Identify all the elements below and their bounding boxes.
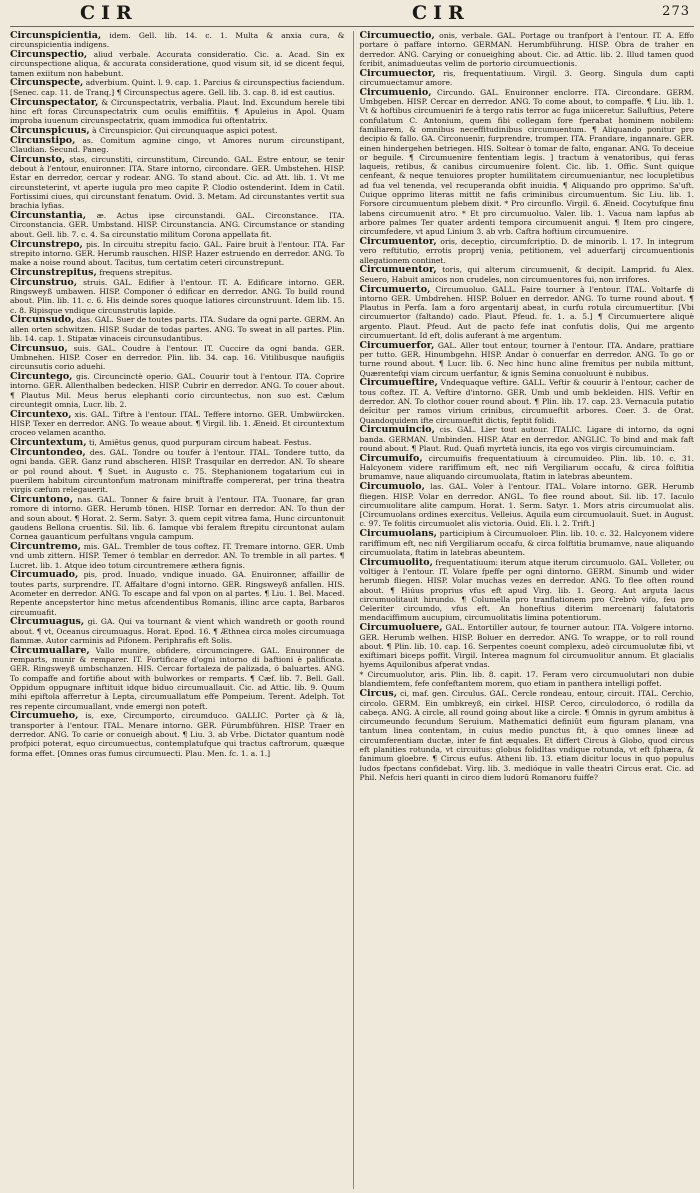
entry-headword: Circuntego, xyxy=(10,371,73,383)
entry-headword: Circunstrepo, xyxy=(10,238,83,250)
entry-definition: suis. GAL. Coudre à l'entour. IT. Cuccire da ogni banda. GER. Umbnehen. HISP. Coser en derredor. Plin. lib. 34. cap. 16. Vitilibusque naufigiis circunsutis corio aduehi. xyxy=(10,343,345,372)
entry-headword: Circumuincio, xyxy=(359,424,435,436)
dictionary-entry xyxy=(360,623,695,669)
entry-headword: Circumuallare, xyxy=(10,644,90,656)
entry-headword: Circunspectio, xyxy=(10,49,88,61)
entry-definition: à Circunspicior. Qui circunquaque aspici potest. xyxy=(92,125,278,135)
entry-headword: Circuntondeo, xyxy=(10,447,86,459)
dictionary-entry xyxy=(10,315,345,343)
entry-headword: Circunstantia, xyxy=(10,210,87,222)
entry-headword: Circumuifo, xyxy=(359,452,423,464)
entry-definition: mis. GAL. Trembler de tous coftez. IT. Tremare intorno. GER. Umb vnd umb zittern. HISP. Temer ó temblar en derredor. AN. To tremble in all partes. ¶ Lucret. lib. 1. Atque ideo totum circuntremere æthera fignis. xyxy=(10,542,345,570)
right-column xyxy=(353,31,695,1189)
dictionary-entry xyxy=(10,78,345,97)
dictionary-entry xyxy=(10,410,345,438)
dictionary-entry xyxy=(10,31,345,50)
dictionary-entry xyxy=(360,378,695,424)
entry-headword: Circunspecte, xyxy=(10,77,84,89)
entry-headword: Circunsuo, xyxy=(10,342,68,354)
entry-headword: Circunstipo, xyxy=(10,134,76,146)
entry-headword: Circus, xyxy=(359,688,398,700)
dictionary-entry xyxy=(10,448,345,494)
entry-definition: pis. In circuitu strepitu facio. GAL. Faire bruit à l'entour. ITA. Far strepito intorno. GER. Herumb rauschen. HISP. Hazer estruendo en derredor. ANG. To make a noise round about. Tacitus, tum certatim ceteri circunstrepunt. xyxy=(10,239,345,268)
entry-headword: Circumuado, xyxy=(10,569,79,581)
dictionary-entry xyxy=(360,88,695,237)
entry-headword: Circuntremo, xyxy=(10,541,81,553)
entry-definition: gis. Circuncinctè operio. GAL. Couurir tout à l'entour. ITA. Coprire intorno. GER. Allenthalben bedecken. HISP. Cubrir en derredor. ANG. To couer about. ¶ Plautus Mil. Meus herus elephanti corio circuntectus, non suo est. Cælum circuntegit omnia, Lucr. lib. 2. xyxy=(10,372,345,410)
entry-headword: Circumuector, xyxy=(359,67,436,79)
running-header xyxy=(10,0,694,27)
dictionary-entry xyxy=(360,285,695,341)
entry-headword: Circumuenio, xyxy=(359,86,432,98)
entry-definition: aliud verbale. Accurata consideratio. Cic. a. Acad. Sin ex circunspectione aliqua, & accurata consideratione, quod visum sit, id se dicent fequi, tamen exiitum non habebunt. xyxy=(10,50,345,78)
entry-headword: Circumuoluere, xyxy=(359,622,443,634)
dictionary-entry xyxy=(360,482,695,528)
entry-definition: GAL. Aller tout entour, tourner à l'entour. ITA. Andare, prattiare per tutto. GER. Hinumbgehn. HISP. Andar ò conuerfar en derredor. ANG. To go or turne round about. ¶ Lucr. lib. 6. Nec hinc hunc aline fremitus per nubila mittunt, Quærentefqi viam circum uerfantur, & ignis Semina conuoluunt è nubibus. xyxy=(359,340,694,378)
entry-headword: Circuntono, xyxy=(10,494,74,506)
entry-definition: * Circumuolutor, aris. Plin. lib. 8. capit. 17. Feram vero circumuolutari non dubie blandiemtem, fefe confeftantem morem, quo etiam in panthera intelligi poffet. xyxy=(359,670,694,689)
entry-definition: pis, prod. Inuado, vndique inuado. GA. Enuironner, affaillir de toutes parts, surprendre. IT. Affaltare d'ogni intorno. GER. Ringsweyß anfallen. HIS. Acometer en derredor. ANG. To escape and fal vpon on al partes. ¶ Liu. 1. Bel. Maced. Repente ancepstertor hinc metus afcendentibus Romanis, illinc arce capta, Barbaros circumuafit. xyxy=(10,570,345,617)
entry-definition: circumuifis frequentatiuum à circumuideo. Plin. lib. 10. c. 31. Halcyonem videre rariffimum eft, nec nifi Vergiliarum occafu, & circa folftitia brumamve, naue aliquando circumuolata, ftatim in latebras abeuntem. xyxy=(359,453,694,482)
entry-definition: xis. GAL. Tiftre à l'entour. ITAL. Teffere intorno. GER. Umbwürcken. HISP. Texer en derredor. ANG. To weaue about. ¶ Virgil. lib. 1. Æneid. Et circuntextum croceo velamen acantho. xyxy=(10,409,345,438)
dictionary-entry xyxy=(10,240,345,268)
dictionary-entry xyxy=(10,136,345,155)
dictionary-entry xyxy=(360,69,695,88)
entry-definition: onis, verbale. GAL. Portage ou tranfport à l'entour. IT. A. Effo portare ò paffare intorno. GERMAN. Herumbführung. HISP. Obra de traher en derredor. ANG. Carying or conueighing about. Cic. ad Attic. lib. 2. Illud tamen quod fcribit, animadueutas velim de portorio circumuectionis. xyxy=(359,31,694,68)
entry-definition: Vndequaque veftire. GALL. Veftir & couurir à l'entour, cacher de tous coftez. IT. A. Veftire d'intorno. GER. Umb und umb bekleiden. HIS. Veftir en derredor. AN. To clothor couer round about. ¶ Plin. lib. 17. cap. 23. Vernacula putatio deîcitur per ramos virium crinibus, circumueftit arbores. Coer. 3. de Orat. Quandoquidem ifte circumueftit dictis, feptit folidi. xyxy=(359,378,694,425)
entry-headword: Circumuagus, xyxy=(10,616,85,628)
left-column xyxy=(10,31,345,1189)
entry-definition: idem. Gell. lib. 14. c. 1. Multa & anxia cura, & circunspicientia indigens. xyxy=(10,31,345,50)
dictionary-entry xyxy=(10,617,345,645)
entry-headword: Circumuerfor, xyxy=(359,339,435,351)
entry-definition: struis. GAL. Edifier à l'entour. IT. A. Edificare intorno. GER. Ringsweyß umbawen. HISP. Componer ó edificar en derredor. ANG. To build round about. Plin. lib. 11. c. 6. His deinde sores quoque latiores circunstruunt. Idem lib. 15. c. 8. Ripisque vndique circunstrutis lapide. xyxy=(10,277,345,315)
header-left-guideword: CIR xyxy=(80,2,138,24)
entry-headword: Circumuolans, xyxy=(359,528,437,540)
entry-definition: des. GAL. Tondre ou toufer à l'entour. ITAL. Tondere tutto, da ogni banda. GER. Ganz rund abscheren. HISP. Trasquilar en derredor. AN. To sheare or pol round about. ¶ Suet. in Augusto c. 75. Stephanionem togatarium cui in puerilem habitum circuntonfum matronam miniftraffe compererat, per trina theatra virgis cæfum relegauerit. xyxy=(10,448,345,495)
columns xyxy=(10,31,694,1189)
dictionary-entry xyxy=(10,278,345,315)
entry-headword: Circunsudo, xyxy=(10,314,75,326)
entry-definition: frequentatiuum: iterum atque iterum circumuolo. GAL. Volleter, ou voltiger à l'entour. IT. Volare fpeffe per ogni dintorno. GERM. Sinumb und wider herumb fliegen. HISP. Volar muchas vezes en derredor. ANG. To flee often round about. ¶ Hiúus proprius vfus eft apud Virg. lib. 1. Georg. Aut arguta lacus circumuolitauit hirundo. ¶ Columella pro tranflationem pro Crebrò vifo, feu pro Celeriter circumdo, vfus eft. An honeftius diterim mercenarij falutatoris mendaciffimum aucupium, circumuolitatis limina potentiorum. xyxy=(359,557,694,623)
entry-definition: las. GAL. Voler à l'entour. ITAL. Volare intorno. GER. Herumb fliegen. HISP. Volar en derredor. ANGL. To flee round about. Sil. lib. 17. Iaculo circumuolitare alite campum. Horat. 1. Serm. Satyr. 1. Mors atris circumuolat alis. [Circumuolans ordines exercitus. Velleius. Aquila eum circumuolauit. Suet. in August. c. 97. Te folitis circumuolet alis victoria. Ouid. Eli. l. 2. Trift.] xyxy=(359,482,694,529)
entry-definition: stas, circunstiti, circunstitum, Circundo. GAL. Estre entour, se tenir debout à l'entour, enuironner. ITA. Stare intorno, circondare. GER. Umbstehen. HISP. Estar en derredor, cercar y rodear. ANG. To stand about. Cic. ad Att. lib. 1. Vt me circunsteterint, vt aperte iugula pro meo capite P. Clodio ostenderint. Idem in Catil. Fortissimi ciues, qui circunstant fenatum. Ovid. 3. Metam. Ad circunstantes vertit sua brachia lyfias. xyxy=(10,154,345,211)
dictionary-entry xyxy=(10,50,345,78)
dictionary-entry xyxy=(360,558,695,623)
dictionary-entry xyxy=(360,265,695,284)
entry-headword: Circuntextum, xyxy=(10,437,87,449)
dictionary-entry xyxy=(360,670,695,689)
entry-definition: participium à Circumuoloer. Plin. lib. 10. c. 32. Halcyonem videre rariffimum eft, nec nifi Vergiliarum occafu, & circa folftitia brumamve, naue aliquando circumuolata, ftatim in latebras abeuntem. xyxy=(359,529,694,557)
entry-headword: Circunstruo, xyxy=(10,276,78,288)
entry-headword: Circumuolito, xyxy=(359,556,433,568)
page-number: 273 xyxy=(662,4,690,19)
dictionary-entry xyxy=(360,31,695,68)
dictionary-entry xyxy=(360,529,695,557)
entry-definition: Circundo. GAL. Enuironner enclorre. ITA. Circondare. GERM. Umbgeben. HISP. Cercar en derredor. ANG. To come about, to compaffe. ¶ Liu. lib. 1. Vt & hoftibus circumueniri fe à tergo ratis terror ac fuga iniiceretur. Salluftius, Petere confulatum C. Antonium, quem fibi collegam fore fperabat hominem nobilem: familiarem, & omnibus neceffitudinibus circumuentum. ¶ Aliquando ponitur pro decipio & fallo. GA. Circonuenir, furprendre, tromper. ITA. Frandare, ingannare. GER. einen hindergehen betriegen. HIS. Soltear ò tomar de falto, enganar. ANG. To deceiue or beguile. ¶ Circumuenire fententiam legis. ] tractum à venatoribus, qui feras laqueis, retibus, & canibus circumuenire folent. Cic. lib. 1. Offic. Sunt quique cenfeant, & neque tenuiores propter humilitatem circumueniantur, nec locupletibus ad fua vel tenenda, vel recuperanda obfit inuidia. ¶ Aliquando pro opprimo. Sa'uft. Cuique opprimo literas mittit ne fafis criminibus circumuentum. Sic Liu. lib. 1. Forsore circumuentum plebem dixit. * Pro circunflo. Virgil. 6. Æneid. Cocytufque finu labens circumuenit atro. * Et pro circumuoluo. Valer. lib. 1. Vacua nam lapfus ab arbore palmes Ter quater ardenti tempora circumuenit angui. ¶ Item pro cingere, circumfedere, vt apud Linium 3. ab vrb. Caftra hoftium circumuenire. xyxy=(359,87,694,237)
entry-definition: æ. Actus ipse circunstandi. GAL. Circonstance. ITA. Circonstancia. GER. Umbstand. HISP. Circunstancia. ANG. Circumstance or standing about. Gell. lib. 7. c. 4. Sa circunstatio militum Corona appellata fit. xyxy=(10,211,345,239)
dictionary-entry xyxy=(10,495,345,541)
dictionary-entry xyxy=(10,646,345,711)
entry-definition: Vallo munire, obfidere, circumcingere. GAL. Enuironner de remparts, munir & remparer. IT. Fortificare d'ogni intorno di baftioni è palificata. GER. Ringsweyß umbschanzen. HIS. Cercar fortaleza de palizada, ó baluartes. ANG. To compaffe and fortifie about with bulworkes or remparts. ¶ Cæf. lib. 7. Bell. Gall. Oppidum oppugnare inftituit idque biduo circumuallauit. Cic. ad Attic. lib. 9. Quum mihi epiftola afferretur à Lepta, circumuallatum effe Pompeium. Terent. Adelph. Tot res repente circumuallant, vnde emergi non poteft. xyxy=(10,645,345,711)
dictionary-entry xyxy=(10,211,345,239)
entry-headword: Circumueho, xyxy=(10,710,79,722)
entry-headword: Circuntexo, xyxy=(10,408,72,420)
entry-headword: Circunsto, xyxy=(10,153,66,165)
dictionary-entry xyxy=(10,372,345,409)
entry-definition: das. GAL. Suer de toutes parts. ITA. Sudare da ogni parte. GERM. An allen orten schwitzen. HISP. Sudar de todas partes. ANG. To sweat in all partes. Plin. lib. 14. cap. 1. Stipatæ vinaceis circunsudantibus. xyxy=(10,315,345,343)
entry-definition: ris, frequentatiuum. Virgil. 3. Georg. Singula dum capti circumuectamur amore. xyxy=(359,68,694,87)
entry-definition: Circumuoluo. GALL. Faire tourner à l'entour. ITAL. Voltarfe di intorno GER. Umbdrehen. HISP. Boluer en derredor. ANG. To turne round about. ¶ Plautus in Perfa. Iam a foro argentarij abeat, in curfu rotula circumuertitur. [Vbi circumuertor (faltando) cado. Plaut. Pfeud. fc. 1. a. 5.] ¶ Circumuertere aliquè argento. Plaut. Pfeud. Aut de pacto fefe inat confutis dolis, Qui me argento circumuertant. Id eft, dolis auferant à me argentum. xyxy=(359,284,694,340)
dictionary-entry xyxy=(360,341,695,378)
dictionary-entry xyxy=(360,689,695,782)
entry-definition: & Circunspectatrix, verbalia. Plaut. Ind. Excundum herele tibi hinc eft foras Circunspectatrix cum oculis emiffitiis. ¶ Apuleius in Apol. Quam improba iuuenum circunspectatrix, quam immodica fui oftentatrix. xyxy=(10,97,345,126)
entry-definition: as. Comitum agmine cingo, vt Amores nurum circunstipant, Claudian. Secund. Paneg. xyxy=(10,135,345,155)
entry-definition: ti, Amiêtus genus, quod purpuram circum habeat. Festus. xyxy=(88,438,312,448)
dictionary-entry xyxy=(360,425,695,453)
entry-definition: oris, deceptio, circumfcriptio. D. de minorib. l. 17. In integrum vero reftitutio, errotis proprij venia, petitionem, vel aduerfarij circumuentionis allegationem continet. xyxy=(359,237,694,265)
entry-headword: Circumuectio, xyxy=(359,31,435,41)
dictionary-entry xyxy=(10,344,345,372)
dictionary-entry xyxy=(10,155,345,211)
entry-definition: frequens strepitus. xyxy=(99,267,173,277)
dictionary-entry xyxy=(360,454,695,482)
dictionary-entry xyxy=(10,98,345,126)
entry-headword: Circunspectator, xyxy=(10,96,99,108)
dictionary-entry xyxy=(10,542,345,570)
header-right-guideword: CIR xyxy=(412,2,470,24)
entry-headword: Circunspicientia, xyxy=(10,31,102,41)
dictionary-entry xyxy=(360,237,695,265)
dictionary-entry xyxy=(10,570,345,616)
dictionary-entry xyxy=(10,711,345,757)
entry-headword: Circumuerto, xyxy=(359,283,431,295)
entry-headword: Circumuentor, xyxy=(359,236,437,248)
entry-headword: Circumuentor, xyxy=(359,264,437,276)
entry-definition: adverbium. Quint. l. 9. cap. 1. Parcius & circunspectius faciendum. [Senec. cap. 11. de Tranq.] ¶ Circunspectus agere. Gell. lib. 3. cap. 8. id est cautius. xyxy=(10,78,345,97)
entry-definition: toris, qui alterum circumuenit, & decipit. Lamprid. fu Alex. Seuero, Habuit amicos non crudeles, non circumuentores fui, non irrifores. xyxy=(359,265,694,284)
entry-definition: gi. GA. Qui va tournant & vient which wandreth or gooth round about. ¶ vt, Oceanus circumuagus. Horat. Epod. 16. ¶ Æthnea circa moles circumuaga flammæ. Autor carminis ad Pifonem. Periphrafis eft Solis. xyxy=(10,617,345,645)
entry-definition: GAL. Entortiller autour, fe tourner autour. ITA. Volgere intorno. GER. Herumb welhen. HISP. Boluer en derredor. ANG. To wrappe, or to roll round about. ¶ Plin. lib. 10. cap. 16. Serpentes coeunt complexu, adeò circumuolutæ fibi, vt exiftimari biceps poffit. Virgil. Interea magnum fol circumuolitur annum. Et glacialis hyems Aquilonibus afperat vndas. xyxy=(359,623,694,670)
entry-definition: cis. GAL. Lier tout autour. ITALIC. Ligare di intorno, da ogni banda. GERMAN. Umbinden. HISP. Atar en derredor. ANGLIC. To bind and mak faft round about. ¶ Plaut. Rud. Quafi myrtetà iuncis, ita ego vos virgis circumuinciam. xyxy=(359,425,694,454)
entry-headword: Circumuolo, xyxy=(359,481,425,493)
entry-headword: Circumueftire, xyxy=(359,377,438,389)
entry-definition: ci, maf. gen. Circulus. GAL. Cercle rondeau, entour, circuit. ITAL. Cerchio, circolo. GERM. Ein umbkreyß, ein cirkel. HISP. Cerco, circulodorco, ó rodilla da cabeça. ANG. A circle, all round going about like a circle. ¶ Omnis in gyrum ambitus à circumeundo fecundum Seruium. Mathematici definiût eum figuram planam, vna tantum linea contentam, in cuius medio punctus fit, à quo omnes lineæ ad circumferentiam ductæ, inter fe fint æquales. Et differt Circus à Globo, quod circus eft planities rotunda, vt circuitus: globus folidltas vndique rotunda, vt eft fphæra, & fanimum gloebre. ¶ Circus eufus. Atheni lib. 13. etiam dicitur locus in quo populus ludos fpectans confidebat. Virg. lib. 3. medióque in valle theatri Circus erat. Cic. ad Phil. Nefcis heri quanti in circo diem ludorū Romanoru fuiffe? xyxy=(359,689,694,782)
entry-headword: Circunstrepitus, xyxy=(10,266,97,278)
entry-headword: Circunspicuus, xyxy=(10,124,90,136)
entry-definition: is, exe, Circumporto, circumduco. GALLIC. Porter çà & là, transporter à l'entour. ITAL. Menare intorno. GER. Fürumbführen. HISP. Traer en derredor. ANG. To carie or conueigh about. ¶ Liu. 3. ab Vrbe. Dictator quantum nodè profpici poterat, equo circumuectus, contemplatufque qui tractus caftrorum, quæque forma effet. [Omnes oras fumus circumuecti. Plau. Men. fc. 1. a. 1.] xyxy=(10,711,345,758)
entry-definition: nas. GAL. Tonner & faire bruit à l'entour. ITA. Tuonare, far gran romore di intorno. GER. Herumb tönen. HISP. Tornar en derredor. AN. To thun der and soun about. ¶ Horat. 2. Serm. Satyr. 3. quem cepit vitrea fama, Hunc circuntonuit gaudens Bellona cruentis. Sil. lib. 6. Iamque vbi feralem ftrepitu circuntonat aulam Cornea gauanticum perfultans vngula campum. xyxy=(10,495,345,542)
